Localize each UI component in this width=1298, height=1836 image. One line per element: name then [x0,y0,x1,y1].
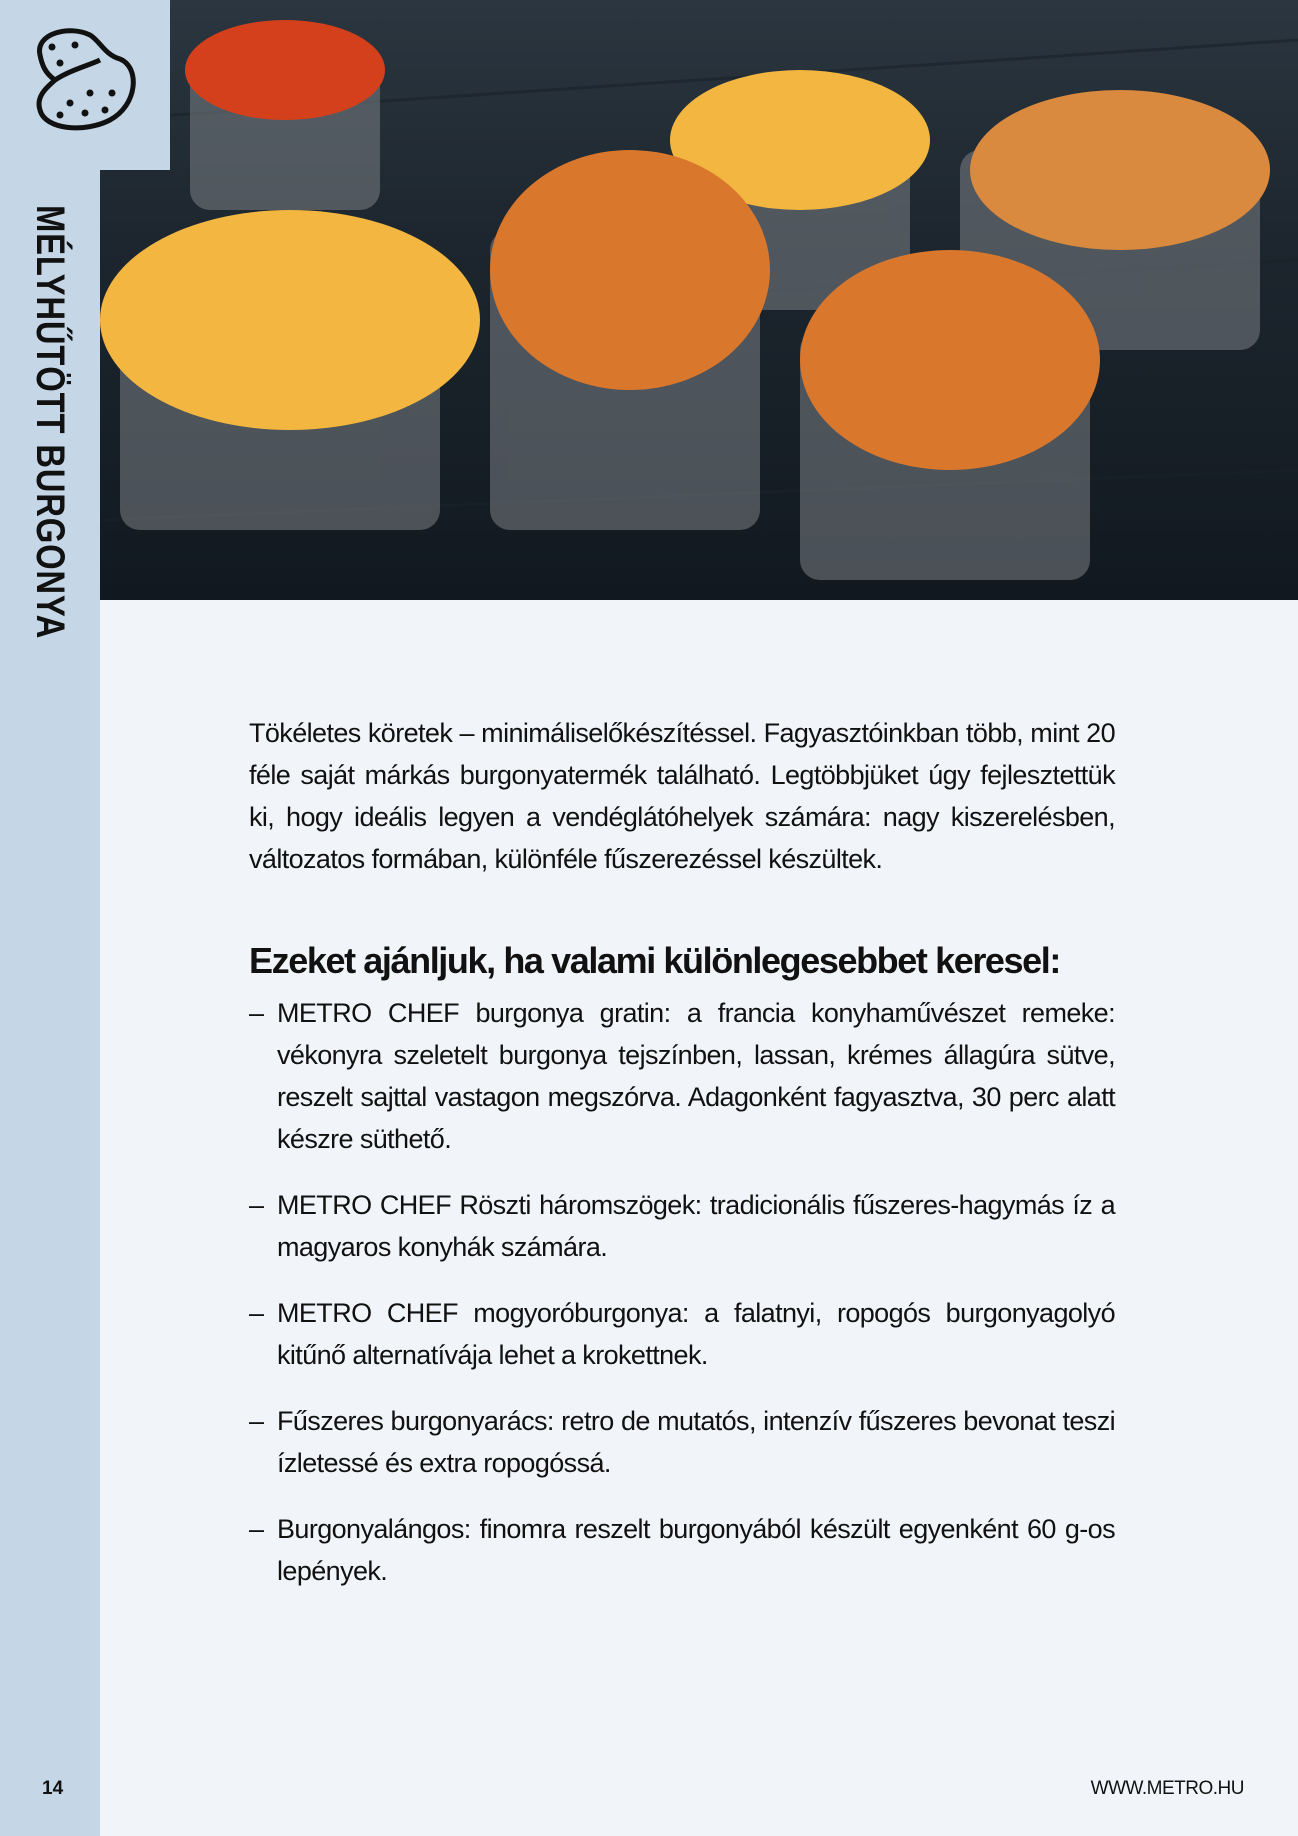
footer-url[interactable]: WWW.METRO.HU [1090,1778,1244,1799]
bullet-dash: – [249,1298,264,1328]
list-item-text: Burgonyalángos: finomra reszelt burgonyából készült egyenként 60 g-os lepények. [277,1514,1115,1586]
section-title [22,205,78,785]
list-item-text: METRO CHEF mogyoróburgonya: a falatnyi, ropogós burgonyagolyó kitűnő alternatívája lehet a krokettnek. [277,1298,1115,1370]
content [249,712,1115,1616]
fries-baskets-photo [100,0,1298,600]
bullet-dash: – [249,1514,264,1544]
bullet-dash: – [249,1406,264,1436]
list-item [249,1184,1115,1268]
intro-paragraph: Tökéletes köretek – minimáliselőkészítéssel. Fagyasztóinkban több, mint 20 féle saját márkás burgonyatermék található. Legtöbbjüket úgy fejlesztettük ki, hogy ideális legyen a vendéglátóhelyek számára: nagy kiszerelésben, változatos formában, különféle fűszerezéssel készültek. [249,718,1115,874]
bullet-dash: – [249,998,264,1028]
list-item [249,1508,1115,1592]
list-item [249,1292,1115,1376]
list-item-text: METRO CHEF burgonya gratin: a francia konyhaművészet remeke: vékonyra szeletelt burgonya tejszínben, lassan, krémes állagúra sütve, reszelt sajttal vastagon megszórva. Adagonként fagyasztva, 30 perc alatt készre süthető. [277,998,1115,1154]
section-title-text: MÉLYHŰTÖTT BURGONYA [28,205,72,640]
potato-icon [30,25,142,135]
recommendations-list [249,992,1115,1592]
list-item [249,1400,1115,1484]
list-item-text: Fűszeres burgonyarács: retro de mutatós, intenzív fűszeres bevonat teszi ízletessé és extra ropogóssá. [277,1406,1115,1478]
icon-box [0,0,170,170]
recommendations-heading: Ezeket ajánljuk, ha valami különlegesebbet keresel: [249,940,1060,981]
list-item [249,992,1115,1160]
bullet-dash: – [249,1190,264,1220]
page-number: 14 [42,1778,64,1799]
list-item-text: METRO CHEF Röszti háromszögek: tradicionális fűszeres-hagymás íz a magyaros konyhák számára. [277,1190,1115,1262]
